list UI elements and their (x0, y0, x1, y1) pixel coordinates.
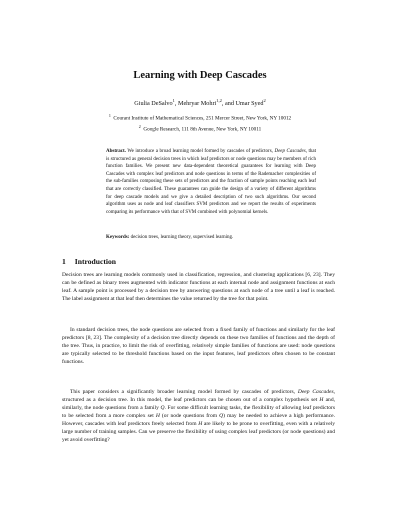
section-title: Introduction (74, 257, 117, 266)
author-name: Umar Syed (235, 100, 264, 108)
author-affiliation-mark: 1 (172, 98, 175, 103)
paragraph-text: This paper considers a significantly broader learning model formed by cascades of predictors, (70, 389, 298, 395)
abstract-label: Abstract. (106, 149, 126, 154)
math-symbol: Q (219, 412, 224, 419)
math-symbol: H (155, 412, 160, 419)
paragraph-text: , structured as a decision tree. In this model, the leaf predictors can be chosen out of a complex hypothesis set (62, 389, 335, 403)
paragraph-text: and, similarly, the node questions from a family (62, 396, 335, 411)
math-symbol: H (198, 420, 203, 427)
author-name: Giulia DeSalvo (134, 100, 173, 108)
paragraph-text: (or node questions from (159, 412, 220, 419)
paragraph-emphasis: Deep Cascades (297, 389, 334, 395)
author-list: Giulia DeSalvo$^1$, Mehryar Mohri$^{1,2}$, and Umar Syed$^2$ (134, 98, 266, 108)
paragraph-text: . For some difficult learning tasks, the flexibility of allowing leaf predictors to be selected from a more complex set (62, 404, 335, 419)
affiliation-text: Google Research, 111 8th Avenue, New York, NY 10011 (143, 126, 262, 133)
body-paragraph: Decision trees are learning models commonly used in classification, regression, and clustering applications [6, 23]. They can be defined as binary trees augmented with indicator functions at each internal node and assignment functions at each leaf. A sample point is processed by a decision tree by answering questions at each node of a tree until a leaf is reached. The label assignment at that leaf then determines the value returned by the tree for that point. (62, 272, 335, 302)
paragraph-text: are likely to be prone to overfitting, even with a relatively large number of training samples. Can we preserve the flexibility of using complex leaf predictors (or node questions) and yet avoid overfitting? (62, 420, 335, 443)
keywords-label: Keywords: (106, 235, 130, 240)
abstract (106, 148, 316, 216)
math-symbol: H (319, 396, 324, 403)
affiliations (0, 112, 400, 134)
keywords (106, 234, 316, 242)
affiliation-mark: 2 (138, 124, 141, 130)
body-paragraph: In standard decision trees, the node questions are selected from a fixed family of functions and similarly for the leaf predictors [8, 23]. The complexity of a decision tree directly depends on these two families of functions and the depth of the tree. Thus, in practice, to limit the risk of overfitting, relatively simple families of functions are used: node questions are typically selected to be threshold functions based on the input features, leaf predictors often chosen to be constant functions. (62, 327, 335, 365)
keywords-text: decision trees, learning theory, supervised learning. (130, 235, 234, 240)
authors-and: and (224, 100, 234, 108)
math-symbol: Q (160, 404, 165, 411)
author-name: Mehryar Mohri (177, 100, 217, 108)
affiliation-text: Courant Institute of Mathematical Sciences, 251 Mercer Street, New York, NY 10012 (113, 115, 292, 122)
paragraph-text: ) may be needed to achieve a high performance. However, cascades with leaf predictors freely selected from (62, 412, 335, 427)
affiliation-line (0, 123, 400, 134)
abstract-text: , that is structured as general decision trees in which leaf predictors or node questions may be members of rich function families. We present new data-dependent theoretical guarantees for learning with Deep Cascades with complex leaf predictors and node questions in terms of the Rademacher complexities of the sub-families composing these sets of predictors and the fraction of sample points reaching each leaf that are correctly classified. These guarantees can guide the design of a variety of different algorithms for deep cascade models and we give a detailed description of two such algorithms. Our second algorithm uses as node and leaf classifiers SVM predictors and we report the results of experiments comparing its performance with that of SVM combined with polynomial kernels. (106, 149, 317, 215)
abstract-text: We introduce a broad learning model formed by cascades of predictors, (127, 149, 275, 154)
affiliation-mark: 1 (108, 113, 111, 118)
section-heading (62, 257, 116, 266)
section-number: 1 (62, 257, 66, 266)
author-affiliation-mark: 1,2 (216, 98, 222, 103)
abstract-emphasis: Deep Cascades (274, 149, 306, 154)
body-paragraph (62, 389, 335, 445)
affiliation-line (0, 112, 400, 123)
author-affiliation-mark: 2 (263, 98, 266, 103)
paper-title: Learning with Deep Cascades (133, 70, 267, 81)
